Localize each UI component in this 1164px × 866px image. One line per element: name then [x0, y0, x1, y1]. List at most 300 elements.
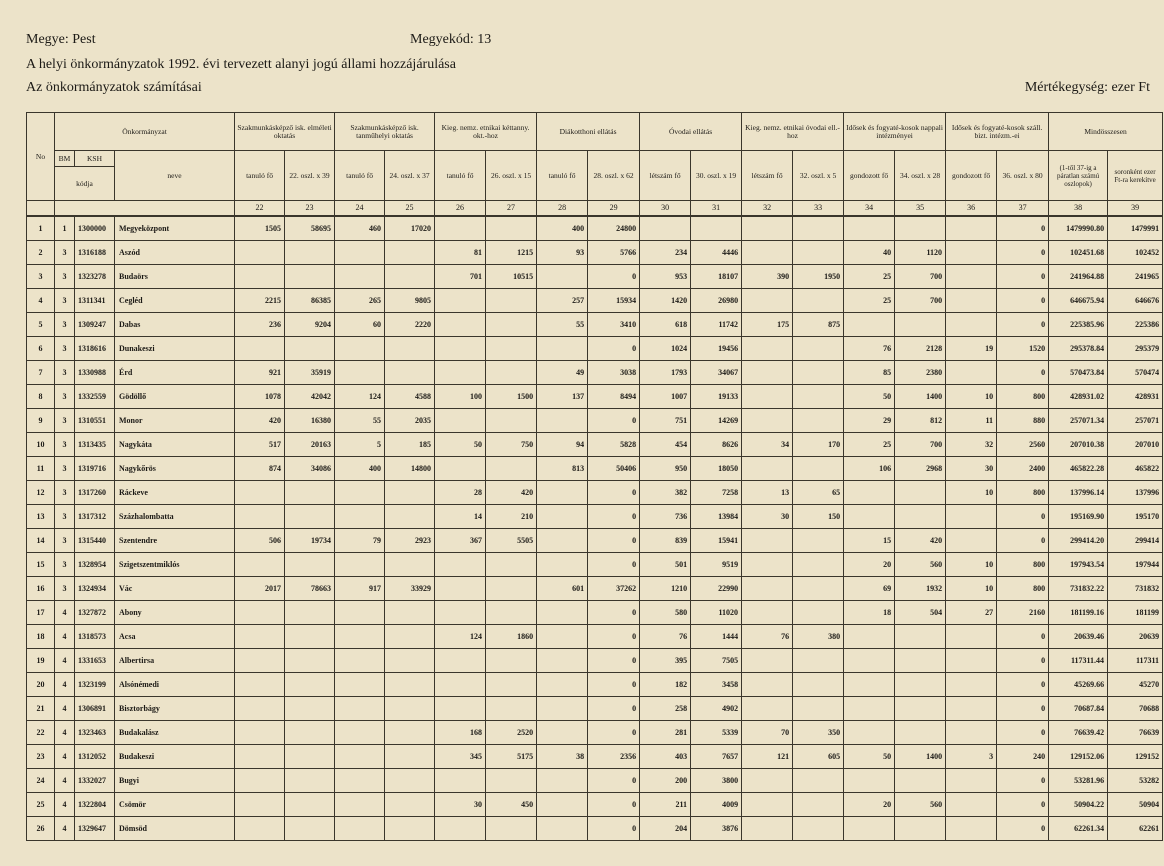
table-cell: [793, 241, 844, 265]
bm-code-cell: 3: [55, 481, 75, 505]
table-cell: 124: [435, 625, 486, 649]
table-cell: 137996: [1108, 481, 1163, 505]
row-number-cell: 25: [27, 793, 55, 817]
table-cell: 1950: [793, 265, 844, 289]
data-table: [26, 112, 1163, 841]
table-cell: 3458: [691, 673, 742, 697]
table-cell: [235, 337, 285, 361]
table-cell: 10: [946, 577, 997, 601]
table-cell: 2220: [385, 313, 435, 337]
municipality-name-cell: Dunakeszi: [115, 337, 235, 361]
table-cell: 18050: [691, 457, 742, 481]
colnum-blank: [55, 201, 235, 217]
subheader: 32. oszl. x 5: [793, 151, 844, 201]
table-cell: 506: [235, 529, 285, 553]
table-cell: [285, 553, 335, 577]
table-cell: 50406: [588, 457, 640, 481]
table-cell: 14269: [691, 409, 742, 433]
ksh-code-cell: 1310551: [75, 409, 115, 433]
table-cell: [385, 481, 435, 505]
table-cell: 601: [537, 577, 588, 601]
table-cell: [895, 649, 946, 673]
table-cell: [742, 577, 793, 601]
table-cell: [435, 601, 486, 625]
table-cell: 345: [435, 745, 486, 769]
table-cell: [385, 241, 435, 265]
table-row: [27, 673, 1163, 697]
table-cell: [235, 745, 285, 769]
subheader: 26. oszl. x 15: [486, 151, 537, 201]
bm-code-cell: 4: [55, 745, 75, 769]
row-number-cell: 3: [27, 265, 55, 289]
table-cell: 1505: [235, 216, 285, 241]
table-row: [27, 265, 1163, 289]
table-cell: [285, 793, 335, 817]
table-cell: [742, 409, 793, 433]
table-cell: 1120: [895, 241, 946, 265]
row-number-cell: 13: [27, 505, 55, 529]
table-cell: 560: [895, 793, 946, 817]
table-cell: 129152.06: [1049, 745, 1108, 769]
table-cell: 1479991: [1108, 216, 1163, 241]
table-cell: [235, 625, 285, 649]
header-neve: neve: [115, 151, 235, 201]
row-number-cell: 11: [27, 457, 55, 481]
table-cell: [537, 721, 588, 745]
table-cell: 15934: [588, 289, 640, 313]
table-cell: [335, 361, 385, 385]
table-cell: 874: [235, 457, 285, 481]
municipality-name-cell: Aszód: [115, 241, 235, 265]
table-cell: 0: [588, 337, 640, 361]
table-cell: 1400: [895, 385, 946, 409]
table-cell: 19133: [691, 385, 742, 409]
row-number-cell: 24: [27, 769, 55, 793]
table-cell: [844, 721, 895, 745]
table-cell: 517: [235, 433, 285, 457]
table-cell: [435, 769, 486, 793]
table-cell: 0: [588, 553, 640, 577]
table-cell: [385, 697, 435, 721]
table-row: [27, 601, 1163, 625]
table-cell: [895, 817, 946, 841]
municipality-name-cell: Százhalombatta: [115, 505, 235, 529]
table-cell: 8626: [691, 433, 742, 457]
municipality-name-cell: Nagykáta: [115, 433, 235, 457]
table-cell: 117311: [1108, 649, 1163, 673]
table-row: [27, 433, 1163, 457]
table-cell: 25: [844, 433, 895, 457]
table-cell: 0: [588, 817, 640, 841]
table-cell: [537, 505, 588, 529]
table-cell: 225385.96: [1049, 313, 1108, 337]
table-cell: 570474: [1108, 361, 1163, 385]
table-cell: 85: [844, 361, 895, 385]
table-cell: [537, 625, 588, 649]
row-number-cell: 2: [27, 241, 55, 265]
table-cell: 181199.16: [1049, 601, 1108, 625]
table-cell: 0: [997, 265, 1049, 289]
table-cell: 20639: [1108, 625, 1163, 649]
ksh-code-cell: 1315440: [75, 529, 115, 553]
table-cell: 2035: [385, 409, 435, 433]
subheader: tanuló fő: [537, 151, 588, 201]
table-row: [27, 793, 1163, 817]
table-cell: 9805: [385, 289, 435, 313]
table-cell: 20: [844, 793, 895, 817]
table-cell: 137996.14: [1049, 481, 1108, 505]
column-number: 29: [588, 201, 640, 217]
municipality-name-cell: Bisztorbágy: [115, 697, 235, 721]
table-cell: [486, 289, 537, 313]
bm-code-cell: 3: [55, 361, 75, 385]
table-cell: [895, 673, 946, 697]
municipality-name-cell: Csömör: [115, 793, 235, 817]
table-cell: 813: [537, 457, 588, 481]
table-cell: 30: [435, 793, 486, 817]
table-cell: 0: [997, 361, 1049, 385]
municipality-name-cell: Alsónémedi: [115, 673, 235, 697]
table-cell: 5766: [588, 241, 640, 265]
ksh-code-cell: 1319716: [75, 457, 115, 481]
table-cell: [235, 721, 285, 745]
row-number-cell: 4: [27, 289, 55, 313]
table-cell: 62261: [1108, 817, 1163, 841]
subheader: tanuló fő: [435, 151, 486, 201]
table-cell: [742, 649, 793, 673]
table-cell: [946, 769, 997, 793]
row-number-cell: 8: [27, 385, 55, 409]
table-cell: [285, 241, 335, 265]
table-cell: 14800: [385, 457, 435, 481]
table-cell: [793, 337, 844, 361]
row-number-cell: 10: [27, 433, 55, 457]
row-number-cell: 20: [27, 673, 55, 697]
table-cell: 800: [997, 481, 1049, 505]
table-cell: 76: [844, 337, 895, 361]
ksh-code-cell: 1306891: [75, 697, 115, 721]
table-cell: 295378.84: [1049, 337, 1108, 361]
table-cell: [946, 265, 997, 289]
column-number: 31: [691, 201, 742, 217]
table-cell: 1932: [895, 577, 946, 601]
table-cell: [844, 505, 895, 529]
subheader: 24. oszl. x 37: [385, 151, 435, 201]
table-cell: 30: [742, 505, 793, 529]
table-cell: 700: [895, 433, 946, 457]
table-cell: 25: [844, 289, 895, 313]
table-cell: [435, 649, 486, 673]
table-cell: 81: [435, 241, 486, 265]
table-cell: 93: [537, 241, 588, 265]
table-cell: 34086: [285, 457, 335, 481]
ksh-code-cell: 1328954: [75, 553, 115, 577]
table-cell: [285, 337, 335, 361]
table-cell: [435, 337, 486, 361]
column-number: 38: [1049, 201, 1108, 217]
table-cell: 0: [588, 649, 640, 673]
group-header: Kieg. nemz. etnikai óvodai ell.-hoz: [742, 113, 844, 151]
table-cell: 19456: [691, 337, 742, 361]
table-cell: [537, 529, 588, 553]
table-cell: [486, 457, 537, 481]
header-kodja: kódja: [55, 167, 115, 201]
column-number: 24: [335, 201, 385, 217]
table-cell: [335, 697, 385, 721]
table-cell: 18: [844, 601, 895, 625]
table-cell: 258: [640, 697, 691, 721]
table-cell: [742, 216, 793, 241]
table-cell: 400: [537, 216, 588, 241]
row-number-cell: 16: [27, 577, 55, 601]
table-cell: [335, 265, 385, 289]
table-cell: 207010: [1108, 433, 1163, 457]
table-row: [27, 529, 1163, 553]
table-cell: 210: [486, 505, 537, 529]
bm-code-cell: 3: [55, 289, 75, 313]
municipality-name-cell: Budakalász: [115, 721, 235, 745]
table-cell: 800: [997, 577, 1049, 601]
table-cell: 4009: [691, 793, 742, 817]
table-cell: [385, 721, 435, 745]
header-onkormanyzat: Önkormányzat: [55, 113, 235, 151]
table-cell: 0: [588, 721, 640, 745]
table-cell: [285, 265, 335, 289]
table-cell: [793, 577, 844, 601]
ksh-code-cell: 1331653: [75, 649, 115, 673]
table-cell: 0: [997, 505, 1049, 529]
table-cell: 299414: [1108, 529, 1163, 553]
table-cell: [285, 697, 335, 721]
table-cell: [285, 673, 335, 697]
table-cell: 0: [588, 697, 640, 721]
table-cell: 0: [997, 673, 1049, 697]
table-cell: 2356: [588, 745, 640, 769]
table-cell: 137: [537, 385, 588, 409]
column-number: 35: [895, 201, 946, 217]
table-row: [27, 385, 1163, 409]
county-code-label: Megyekód: 13: [410, 32, 492, 47]
subheader: létszám fő: [640, 151, 691, 201]
table-cell: [537, 793, 588, 817]
table-cell: 200: [640, 769, 691, 793]
ksh-code-cell: 1318616: [75, 337, 115, 361]
table-cell: [435, 577, 486, 601]
subheader: 28. oszl. x 62: [588, 151, 640, 201]
table-cell: 129152: [1108, 745, 1163, 769]
table-cell: 731832.22: [1049, 577, 1108, 601]
table-cell: [435, 553, 486, 577]
column-number: 23: [285, 201, 335, 217]
municipality-name-cell: Dabas: [115, 313, 235, 337]
municipality-name-cell: Budakeszi: [115, 745, 235, 769]
table-cell: 504: [895, 601, 946, 625]
document-title: A helyi önkormányzatok 1992. évi tervezett alanyi jogú állami hozzájárulása: [26, 57, 456, 72]
group-header: Szakmunkásképző isk. tanműhelyi oktatás: [335, 113, 435, 151]
bm-code-cell: 3: [55, 505, 75, 529]
table-cell: [537, 337, 588, 361]
table-cell: [335, 745, 385, 769]
table-cell: 25: [844, 265, 895, 289]
table-cell: [742, 817, 793, 841]
table-cell: 2923: [385, 529, 435, 553]
table-cell: 207010.38: [1049, 433, 1108, 457]
table-cell: [793, 216, 844, 241]
table-cell: [537, 673, 588, 697]
table-cell: 570473.84: [1049, 361, 1108, 385]
table-cell: 5: [335, 433, 385, 457]
table-cell: 1793: [640, 361, 691, 385]
table-cell: 58695: [285, 216, 335, 241]
table-cell: 29: [844, 409, 895, 433]
table-cell: 0: [588, 673, 640, 697]
table-cell: 953: [640, 265, 691, 289]
table-cell: [486, 601, 537, 625]
table-cell: 19: [946, 337, 997, 361]
column-number: 34: [844, 201, 895, 217]
table-cell: [486, 337, 537, 361]
column-number: 33: [793, 201, 844, 217]
column-number: 32: [742, 201, 793, 217]
table-cell: 45269.66: [1049, 673, 1108, 697]
table-row: [27, 505, 1163, 529]
municipality-name-cell: Abony: [115, 601, 235, 625]
table-cell: 5828: [588, 433, 640, 457]
table-cell: 2215: [235, 289, 285, 313]
table-cell: 917: [335, 577, 385, 601]
table-cell: 11: [946, 409, 997, 433]
table-cell: [946, 817, 997, 841]
table-cell: 2128: [895, 337, 946, 361]
table-cell: [844, 216, 895, 241]
table-row: [27, 625, 1163, 649]
table-cell: [946, 697, 997, 721]
table-cell: 1500: [486, 385, 537, 409]
table-cell: 7505: [691, 649, 742, 673]
table-cell: [793, 385, 844, 409]
ksh-code-cell: 1309247: [75, 313, 115, 337]
table-cell: [793, 457, 844, 481]
table-cell: 1215: [486, 241, 537, 265]
table-cell: [335, 505, 385, 529]
table-cell: 0: [588, 505, 640, 529]
table-cell: [640, 216, 691, 241]
table-cell: 0: [997, 817, 1049, 841]
ksh-code-cell: 1323463: [75, 721, 115, 745]
table-cell: 428931: [1108, 385, 1163, 409]
subheader: 22. oszl. x 39: [285, 151, 335, 201]
table-cell: 30: [946, 457, 997, 481]
table-cell: [335, 601, 385, 625]
table-cell: [946, 241, 997, 265]
table-cell: 0: [588, 409, 640, 433]
table-cell: [742, 529, 793, 553]
ksh-code-cell: 1332559: [75, 385, 115, 409]
table-row: [27, 313, 1163, 337]
table-cell: 175: [742, 313, 793, 337]
table-cell: [435, 313, 486, 337]
table-row: [27, 337, 1163, 361]
ksh-code-cell: 1317312: [75, 505, 115, 529]
table-cell: [895, 721, 946, 745]
document-subtitle: Az önkormányzatok számításai: [26, 80, 202, 95]
table-cell: 257071.34: [1049, 409, 1108, 433]
header-no: No: [27, 113, 55, 201]
table-cell: [385, 649, 435, 673]
table-cell: [385, 337, 435, 361]
data-table-container: [26, 112, 1160, 841]
table-cell: 37262: [588, 577, 640, 601]
ksh-code-cell: 1330988: [75, 361, 115, 385]
table-row: [27, 457, 1163, 481]
table-cell: [946, 216, 997, 241]
table-cell: 0: [997, 625, 1049, 649]
table-cell: 11742: [691, 313, 742, 337]
table-cell: [335, 337, 385, 361]
table-cell: 20: [844, 553, 895, 577]
table-cell: 731832: [1108, 577, 1163, 601]
table-cell: [844, 697, 895, 721]
table-cell: 32: [946, 433, 997, 457]
table-cell: 204: [640, 817, 691, 841]
table-cell: 812: [895, 409, 946, 433]
table-cell: [385, 769, 435, 793]
table-cell: 350: [793, 721, 844, 745]
ksh-code-cell: 1317260: [75, 481, 115, 505]
table-cell: [537, 697, 588, 721]
column-number: 22: [235, 201, 285, 217]
table-cell: 1479990.80: [1049, 216, 1108, 241]
header-bm: BM: [55, 151, 75, 167]
table-cell: 560: [895, 553, 946, 577]
bm-code-cell: 4: [55, 721, 75, 745]
table-cell: [793, 361, 844, 385]
municipality-name-cell: Acsa: [115, 625, 235, 649]
table-cell: 15941: [691, 529, 742, 553]
table-cell: [537, 649, 588, 673]
table-cell: [691, 216, 742, 241]
ksh-code-cell: 1311341: [75, 289, 115, 313]
table-cell: 236: [235, 313, 285, 337]
table-cell: 60: [335, 313, 385, 337]
table-cell: 1400: [895, 745, 946, 769]
table-cell: 646676: [1108, 289, 1163, 313]
table-cell: [235, 553, 285, 577]
table-cell: [385, 265, 435, 289]
subheader: 36. oszl. x 80: [997, 151, 1049, 201]
table-cell: 4902: [691, 697, 742, 721]
bm-code-cell: 4: [55, 673, 75, 697]
group-header: Óvodai ellátás: [640, 113, 742, 151]
group-header: Kieg. nemz. etnikai kéttanny. okt.-hoz: [435, 113, 537, 151]
table-cell: [537, 553, 588, 577]
table-cell: [335, 649, 385, 673]
table-cell: 18107: [691, 265, 742, 289]
table-cell: [946, 505, 997, 529]
table-cell: 800: [997, 385, 1049, 409]
subheader: tanuló fő: [235, 151, 285, 201]
table-cell: 10515: [486, 265, 537, 289]
table-cell: 1210: [640, 577, 691, 601]
table-cell: 0: [588, 265, 640, 289]
subheader: 34. oszl. x 28: [895, 151, 946, 201]
table-cell: [895, 313, 946, 337]
table-cell: [385, 601, 435, 625]
table-cell: 299414.20: [1049, 529, 1108, 553]
table-cell: 182: [640, 673, 691, 697]
group-header: Mindösszesen: [1049, 113, 1163, 151]
row-number-cell: 9: [27, 409, 55, 433]
